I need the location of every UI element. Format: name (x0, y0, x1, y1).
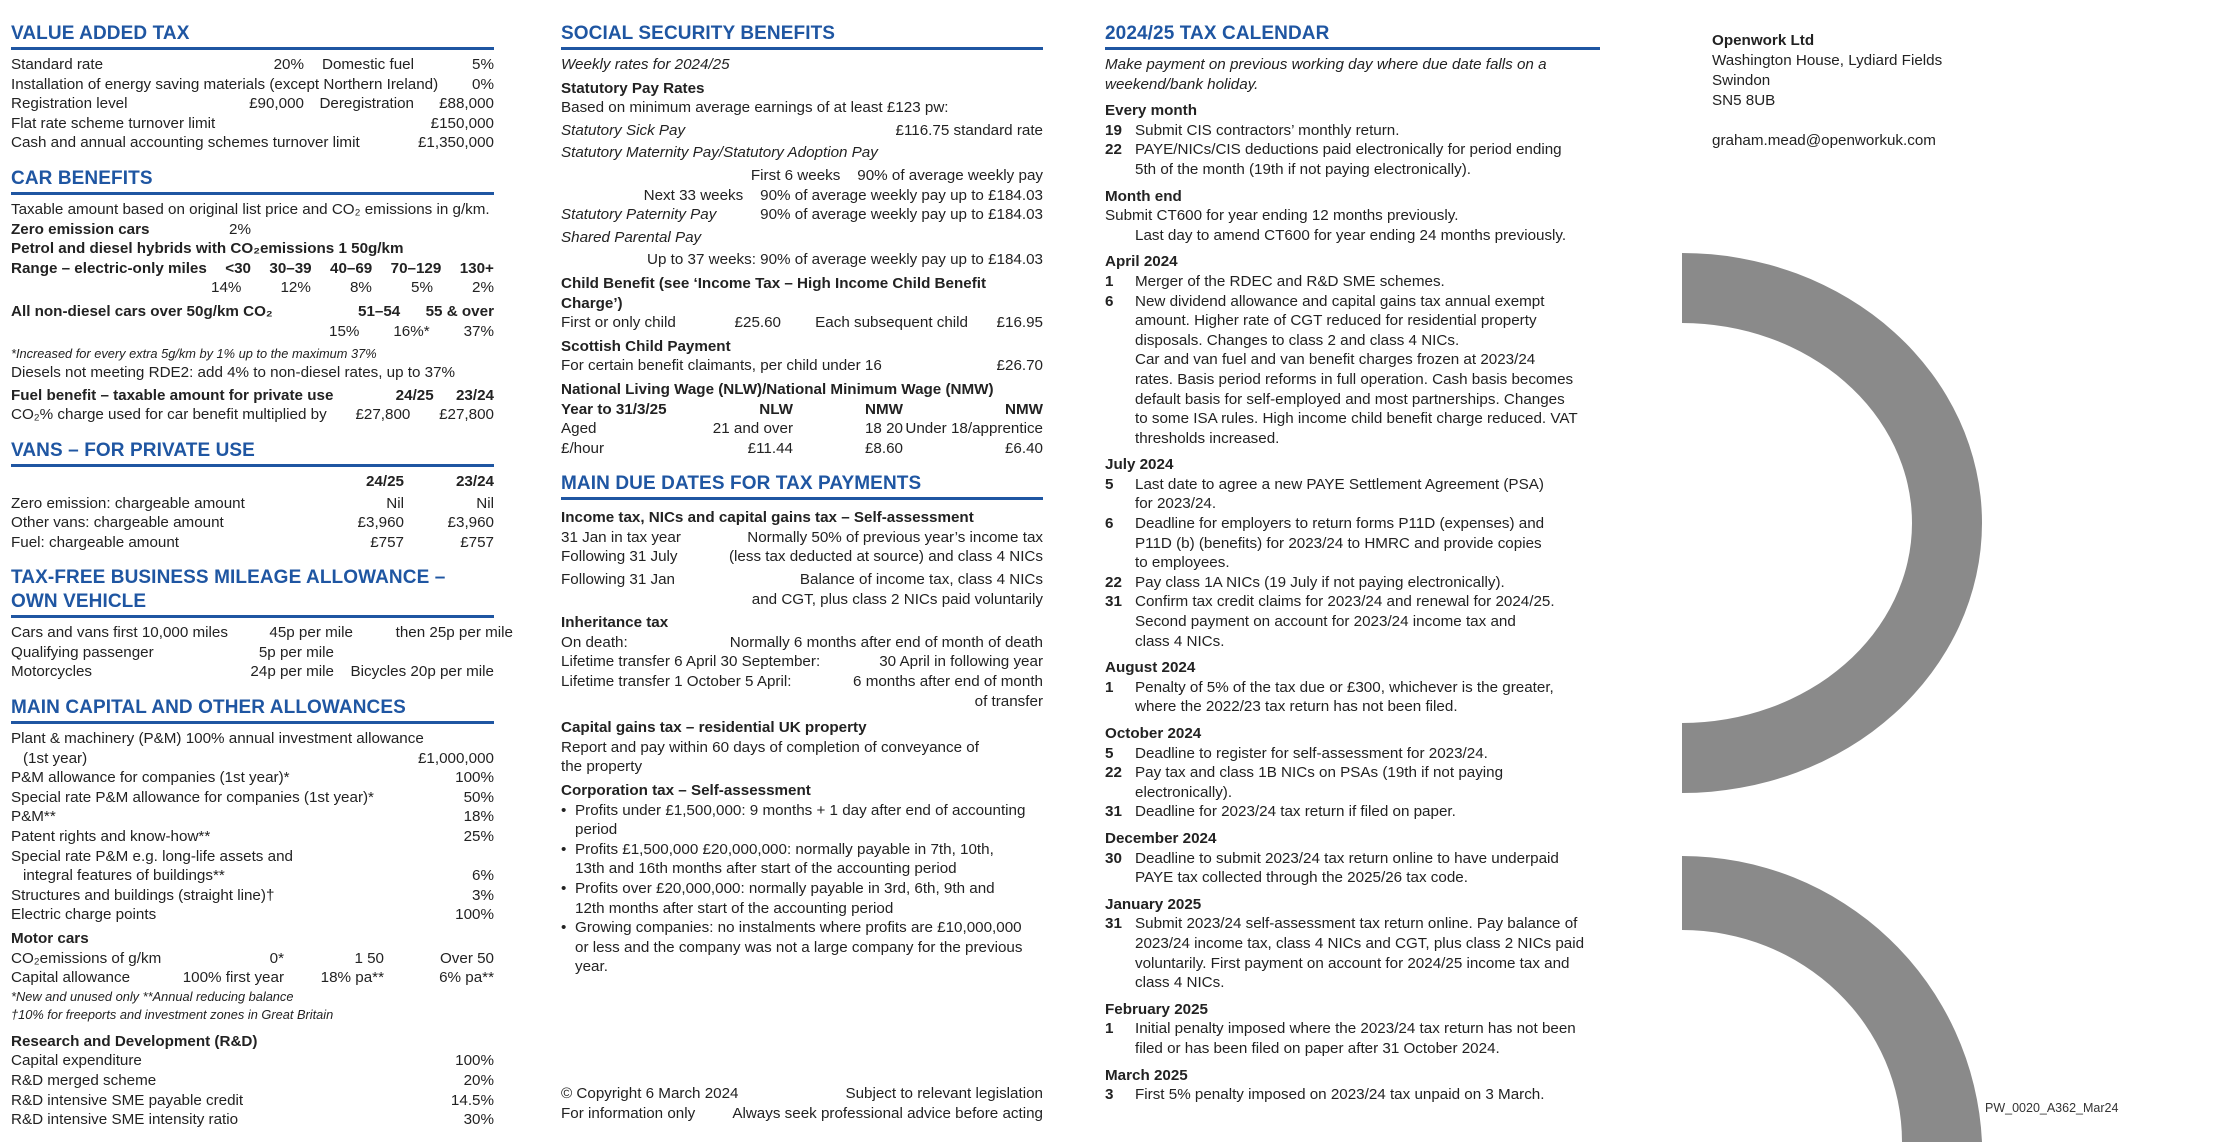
zero-emission-row: Zero emission cars 2% (11, 220, 251, 238)
vat-row: Registration level £90,000 Deregistration £88,000 (11, 95, 494, 113)
upper-grey-arc (1682, 253, 1982, 793)
special-rate-row: integral features of buildings** 6% (23, 867, 494, 885)
calendar-month-heading: February 2025 (1105, 1000, 1208, 1018)
calendar-item: 6 New dividend allowance and capital gains tax annual exempt (1105, 292, 1545, 310)
calendar-item: 5 Deadline to register for self-assessment for 2023/24. (1105, 744, 1488, 762)
hybrid-row: Petrol and diesel hybrids with CO₂emissions 1 50g/km (11, 240, 404, 258)
ssp-row: Statutory Sick Pay £116.75 standard rate (561, 121, 1043, 139)
vat-row: Flat rate scheme turnover limit £150,000 (11, 114, 494, 132)
iht-row: of transfer (974, 692, 1043, 710)
rd-row: R&D intensive SME payable credit 14.5% (11, 1091, 494, 1109)
nlw-row: £/hour £11.44 £8.60 £6.40 (561, 439, 1043, 457)
calendar-item: Last day to amend CT600 for year ending 24 months previously. (1135, 226, 1567, 244)
iht-row: Lifetime transfer 1 October 5 April: 6 months after end of month (561, 673, 1043, 691)
calendar-intro: Make payment on previous working day where due date falls on a (1105, 56, 1547, 73)
shpp-row: Up to 37 weeks: 90% of average weekly pay up to £184.03 (647, 251, 1043, 269)
special-rate-row: Special rate P&M e.g. long-life assets and (11, 847, 293, 865)
scottish-child-subheading: Scottish Child Payment (561, 337, 731, 355)
capital-row: Structures and buildings (straight line)† 3% (11, 886, 494, 904)
nlw-row: Aged 21 and over 18 20 Under 18/apprentice (561, 420, 1043, 438)
calendar-item: 1 Initial penalty imposed where the 2023/24 tax return has not been (1105, 1020, 1576, 1038)
calendar-item: Submit CT600 for year ending 12 months previously. (1105, 207, 1459, 225)
rd-row: Capital expenditure 100% (11, 1052, 494, 1070)
range-head-row: Range – electric-only miles <30 30–39 40–69 70–129 130+ (11, 259, 494, 277)
spp-row: Statutory Paternity Pay 90% of average weekly pay up to £184.03 (561, 206, 1043, 224)
iht-row: Lifetime transfer 6 April 30 September: 30 April in following year (561, 653, 1043, 671)
mileage-row: Motorcycles 24p per mile Bicycles 20p per mile (11, 663, 494, 681)
smp-label: Statutory Maternity Pay/Statutory Adoption Pay (561, 144, 878, 162)
diesel-row: Diesels not meeting RDE2: add 4% to non-diesel rates, up to 37% (11, 364, 456, 382)
calendar-item: disposals. Changes to class 2 and class 4 NICs. (1135, 331, 1460, 349)
calendar-item: 30 Deadline to submit 2023/24 tax return online to have underpaid (1105, 849, 1559, 867)
calendar-month-heading: July 2024 (1105, 456, 1174, 474)
calendar-item: 5th of the month (19th if not paying electronically). (1135, 160, 1472, 178)
document-reference: PW_0020_A362_Mar24 (1985, 1101, 2119, 1115)
vat-heading: VALUE ADDED TAX (11, 22, 494, 50)
spr-note: Based on minimum average earnings of at least £123 pw: (561, 99, 949, 117)
mileage-row: Qualifying passenger 5p per mile (11, 643, 334, 661)
shpp-label: Shared Parental Pay (561, 228, 702, 246)
calendar-item: P11D (b) (benefits) for 2023/24 to HMRC and provide copies (1135, 534, 1542, 552)
vat-row: Cash and annual accounting schemes turnover limit £1,350,000 (11, 134, 494, 152)
company-address (1712, 31, 2092, 151)
vat-row: Standard rate 20% Domestic fuel 5% (11, 56, 494, 73)
copyright-block (561, 1084, 1043, 1123)
calendar-item: to some ISA rules. High income child benefit charge reduced. VAT (1135, 410, 1578, 428)
cgt-subheading: Capital gains tax – residential UK property (561, 719, 867, 737)
vans-head-row: 24/25 23/24 (365, 472, 494, 490)
calendar-item: 19 Submit CIS contractors’ monthly return. (1105, 121, 1400, 139)
calendar-item: 31 Deadline for 2023/24 tax return if filed on paper. (1105, 803, 1456, 821)
column-calendar (1105, 20, 1600, 1105)
capital-row: P&M** 18% (11, 808, 494, 826)
calendar-heading: 2024/25 TAX CALENDAR (1105, 22, 1600, 50)
address-line: Washington House, Lydiard Fields (1712, 52, 1943, 69)
child-benefit-row: First or only child £25.60 Each subsequent child £16.95 (561, 314, 1043, 332)
income-tax-subheading: Income tax, NICs and capital gains tax – Self-assessment (561, 509, 974, 527)
column-left (11, 20, 513, 1130)
child-benefit-subheading: Child Benefit (see ‘Income Tax – High Income Child Benefit Charge’) (561, 274, 987, 312)
capital-row: Electric charge points 100% (11, 906, 494, 924)
calendar-item: default basis for self-employed and most partnerships. Changes (1135, 390, 1565, 408)
lower-grey-arc (1682, 856, 1982, 1142)
scottish-child-row: For certain benefit claimants, per child under 16 £26.70 (561, 357, 1043, 375)
iht-row: On death: Normally 6 months after end of month of death (561, 633, 1043, 651)
spr-subheading: Statutory Pay Rates (561, 79, 705, 97)
calendar-item: 2023/24 income tax, class 4 NICs and CGT, plus class 2 NICs paid (1135, 934, 1585, 952)
calendar-intro: weekend/bank holiday. (1105, 75, 1259, 93)
capital-allowances-heading: MAIN CAPITAL AND OTHER ALLOWANCES (11, 696, 494, 724)
weekly-rates-note: Weekly rates for 2024/25 (561, 56, 730, 73)
calendar-month-heading: March 2025 (1105, 1066, 1188, 1084)
cgt-row: Report and pay within 60 days of completion of conveyance of (561, 738, 979, 756)
vat-row: Installation of energy saving materials (except Northern Ireland) 0% (11, 75, 494, 93)
motor-cars-subheading: Motor cars (11, 930, 89, 947)
calendar-item: amount. Higher rate of CGT reduced for residential property (1135, 312, 1537, 330)
pm-row: (1st year) £1,000,000 (23, 749, 494, 767)
calendar-month-heading: August 2024 (1105, 659, 1196, 677)
calendar-month-heading: January 2025 (1105, 895, 1202, 913)
capital-row: Special rate P&M allowance for companies (1st year)* 50% (11, 788, 494, 806)
calendar-item: 6 Deadline for employers to return forms P11D (expenses) and (1105, 515, 1545, 533)
ct-subheading: Corporation tax – Self-assessment (561, 782, 811, 799)
ct-bullet: • Profits £1,500,000 £20,000,000: normally payable in 7th, 10th, 13th and 16th months after start of the accounting period (561, 840, 994, 878)
rd-row: R&D intensive SME intensity ratio 30% (11, 1111, 494, 1129)
smp-row: First 6 weeks 90% of average weekly pay (750, 166, 1043, 184)
calendar-item: 22 Pay tax and class 1B NICs on PSAs (19th if not paying electronically). (1105, 764, 1504, 801)
capital-footnote: *New and unused only **Annual reducing balance (11, 988, 294, 1004)
mileage-row: Cars and vans first 10,000 miles 45p per mile then 25p per mile (11, 624, 513, 642)
range-values-row: 14% 12% 8% 5% 2% (211, 279, 494, 297)
co2-charge-row: CO₂% charge used for car benefit multiplied by £27,800 £27,800 (11, 406, 494, 424)
calendar-item: 22 Pay class 1A NICs (19 July if not paying electronically). (1105, 573, 1505, 591)
cgt-row: the property (561, 758, 643, 776)
calendar-item: thresholds increased. (1135, 429, 1280, 447)
pm-row: Plant & machinery (P&M) 100% annual investment allowance (11, 730, 424, 748)
calendar-item: class 4 NICs. (1135, 974, 1225, 992)
vans-row: Zero emission: chargeable amount Nil Nil (11, 494, 494, 512)
nlw-head-row: Year to 31/3/25 NLW NMW NMW (561, 400, 1043, 418)
mileage-heading: TAX-FREE BUSINESS MILEAGE ALLOWANCE – OWN VEHICLE (11, 566, 494, 618)
car-intro: Taxable amount based on original list price and CO₂ emissions in g/km. (11, 200, 490, 218)
address-line: SN5 8UB (1712, 92, 1776, 109)
car-footnote: *Increased for every extra 5g/km by 1% up to the maximum 37% (11, 346, 377, 362)
column-middle (561, 20, 1043, 977)
vans-row: Fuel: chargeable amount £757 £757 (11, 533, 494, 551)
ct-bullet: • Growing companies: no instalments where profits are £10,000,000 or less and the company was not a large company for the previous year. (561, 919, 1023, 976)
calendar-month-heading: Every month (1105, 102, 1197, 120)
rd-subheading: Research and Development (R&D) (11, 1032, 258, 1050)
calendar-item: 1 Merger of the RDEC and R&D SME schemes. (1105, 272, 1445, 290)
calendar-item: PAYE tax collected through the 2025/26 tax code. (1135, 869, 1468, 887)
non-diesel-row: All non-diesel cars over 50g/km CO₂ 51–54 55 & over (11, 302, 494, 320)
calendar-item: 31 Submit 2023/24 self-assessment tax return online. Pay balance of (1105, 915, 1578, 933)
due-row: Following 31 July (less tax deducted at source) and class 4 NICs (561, 548, 1043, 566)
calendar-item: filed or has been filed on paper after 31 October 2024. (1135, 1039, 1500, 1057)
capital-row: P&M allowance for companies (1st year)* 100% (11, 769, 494, 787)
motor-allowance-row: Capital allowance 100% first year 18% pa** 6% pa** (11, 969, 494, 987)
motor-co2-row: CO₂emissions of g/km 0* 1 50 Over 50 (11, 949, 494, 967)
smp-row: Next 33 weeks 90% of average weekly pay up to £184.03 (643, 186, 1043, 204)
calendar-month-heading: October 2024 (1105, 725, 1202, 742)
calendar-item: rates. Basis period reforms in full operation. Cash basis becomes (1135, 370, 1574, 388)
calendar-month-heading: December 2024 (1105, 829, 1217, 847)
nlw-subheading: National Living Wage (NLW)/National Minimum Wage (NMW) (561, 380, 994, 398)
calendar-month-heading: Month end (1105, 187, 1182, 205)
calendar-item: 5 Last date to agree a new PAYE Settlement Agreement (PSA) (1105, 475, 1544, 493)
calendar-blocks (1105, 101, 1600, 1105)
address-line: Swindon (1712, 72, 1771, 89)
due-row: and CGT, plus class 2 NICs paid voluntarily (751, 590, 1043, 608)
due-dates-heading: MAIN DUE DATES FOR TAX PAYMENTS (561, 472, 1043, 500)
copyright-row: For information only Always seek professional advice before acting (561, 1104, 1043, 1122)
calendar-item: 1 Penalty of 5% of the tax due or £300, whichever is the greater, (1105, 678, 1554, 696)
due-row: 31 Jan in tax year Normally 50% of previous year’s income tax (561, 528, 1043, 546)
capital-row: Patent rights and know-how** 25% (11, 828, 494, 846)
capital-footnote: †10% for freeports and investment zones in Great Britain (11, 1006, 334, 1022)
calendar-month-heading: April 2024 (1105, 253, 1178, 271)
calendar-item: class 4 NICs. (1135, 632, 1225, 650)
non-diesel-values-row: 15% 16%* 37% (329, 322, 494, 340)
rd-row: R&D merged scheme 20% (11, 1071, 494, 1089)
ssb-heading: SOCIAL SECURITY BENEFITS (561, 22, 1043, 50)
vans-heading: VANS – FOR PRIVATE USE (11, 439, 494, 467)
calendar-item: 22 PAYE/NICs/CIS deductions paid electronically for period ending (1105, 141, 1562, 159)
ct-bullet: • Profits under £1,500,000: 9 months + 1 day after end of accounting period (561, 801, 1026, 839)
calendar-item: where the 2022/23 tax return has not been filed. (1135, 698, 1458, 716)
iht-subheading: Inheritance tax (561, 614, 669, 632)
car-benefits-heading: CAR BENEFITS (11, 167, 494, 195)
calendar-item: for 2023/24. (1135, 495, 1217, 513)
company-name: Openwork Ltd (1712, 32, 1815, 49)
fuel-benefit-row: Fuel benefit – taxable amount for private use 24/25 23/24 (11, 386, 494, 404)
copyright-row: © Copyright 6 March 2024 Subject to relevant legislation (561, 1085, 1043, 1102)
email-link[interactable]: graham.mead@openworkuk.com (1712, 132, 1936, 149)
due-row: Following 31 Jan Balance of income tax, class 4 NICs (561, 571, 1043, 589)
calendar-item: 3 First 5% penalty imposed on 2023/24 tax unpaid on 3 March. (1105, 1086, 1545, 1104)
calendar-item: Second payment on account for 2023/24 income tax and (1135, 613, 1516, 631)
calendar-item: voluntarily. First payment on account for 2024/25 income tax and (1135, 954, 1570, 972)
calendar-item: Car and van fuel and van benefit charges frozen at 2023/24 (1135, 351, 1536, 369)
calendar-item: to employees. (1135, 554, 1230, 572)
vans-row: Other vans: chargeable amount £3,960 £3,960 (11, 514, 494, 532)
calendar-item: 31 Confirm tax credit claims for 2023/24 and renewal for 2024/25. (1105, 593, 1555, 611)
ct-bullet: • Profits over £20,000,000: normally payable in 3rd, 6th, 9th and 12th months after start of the accounting period (561, 879, 995, 917)
